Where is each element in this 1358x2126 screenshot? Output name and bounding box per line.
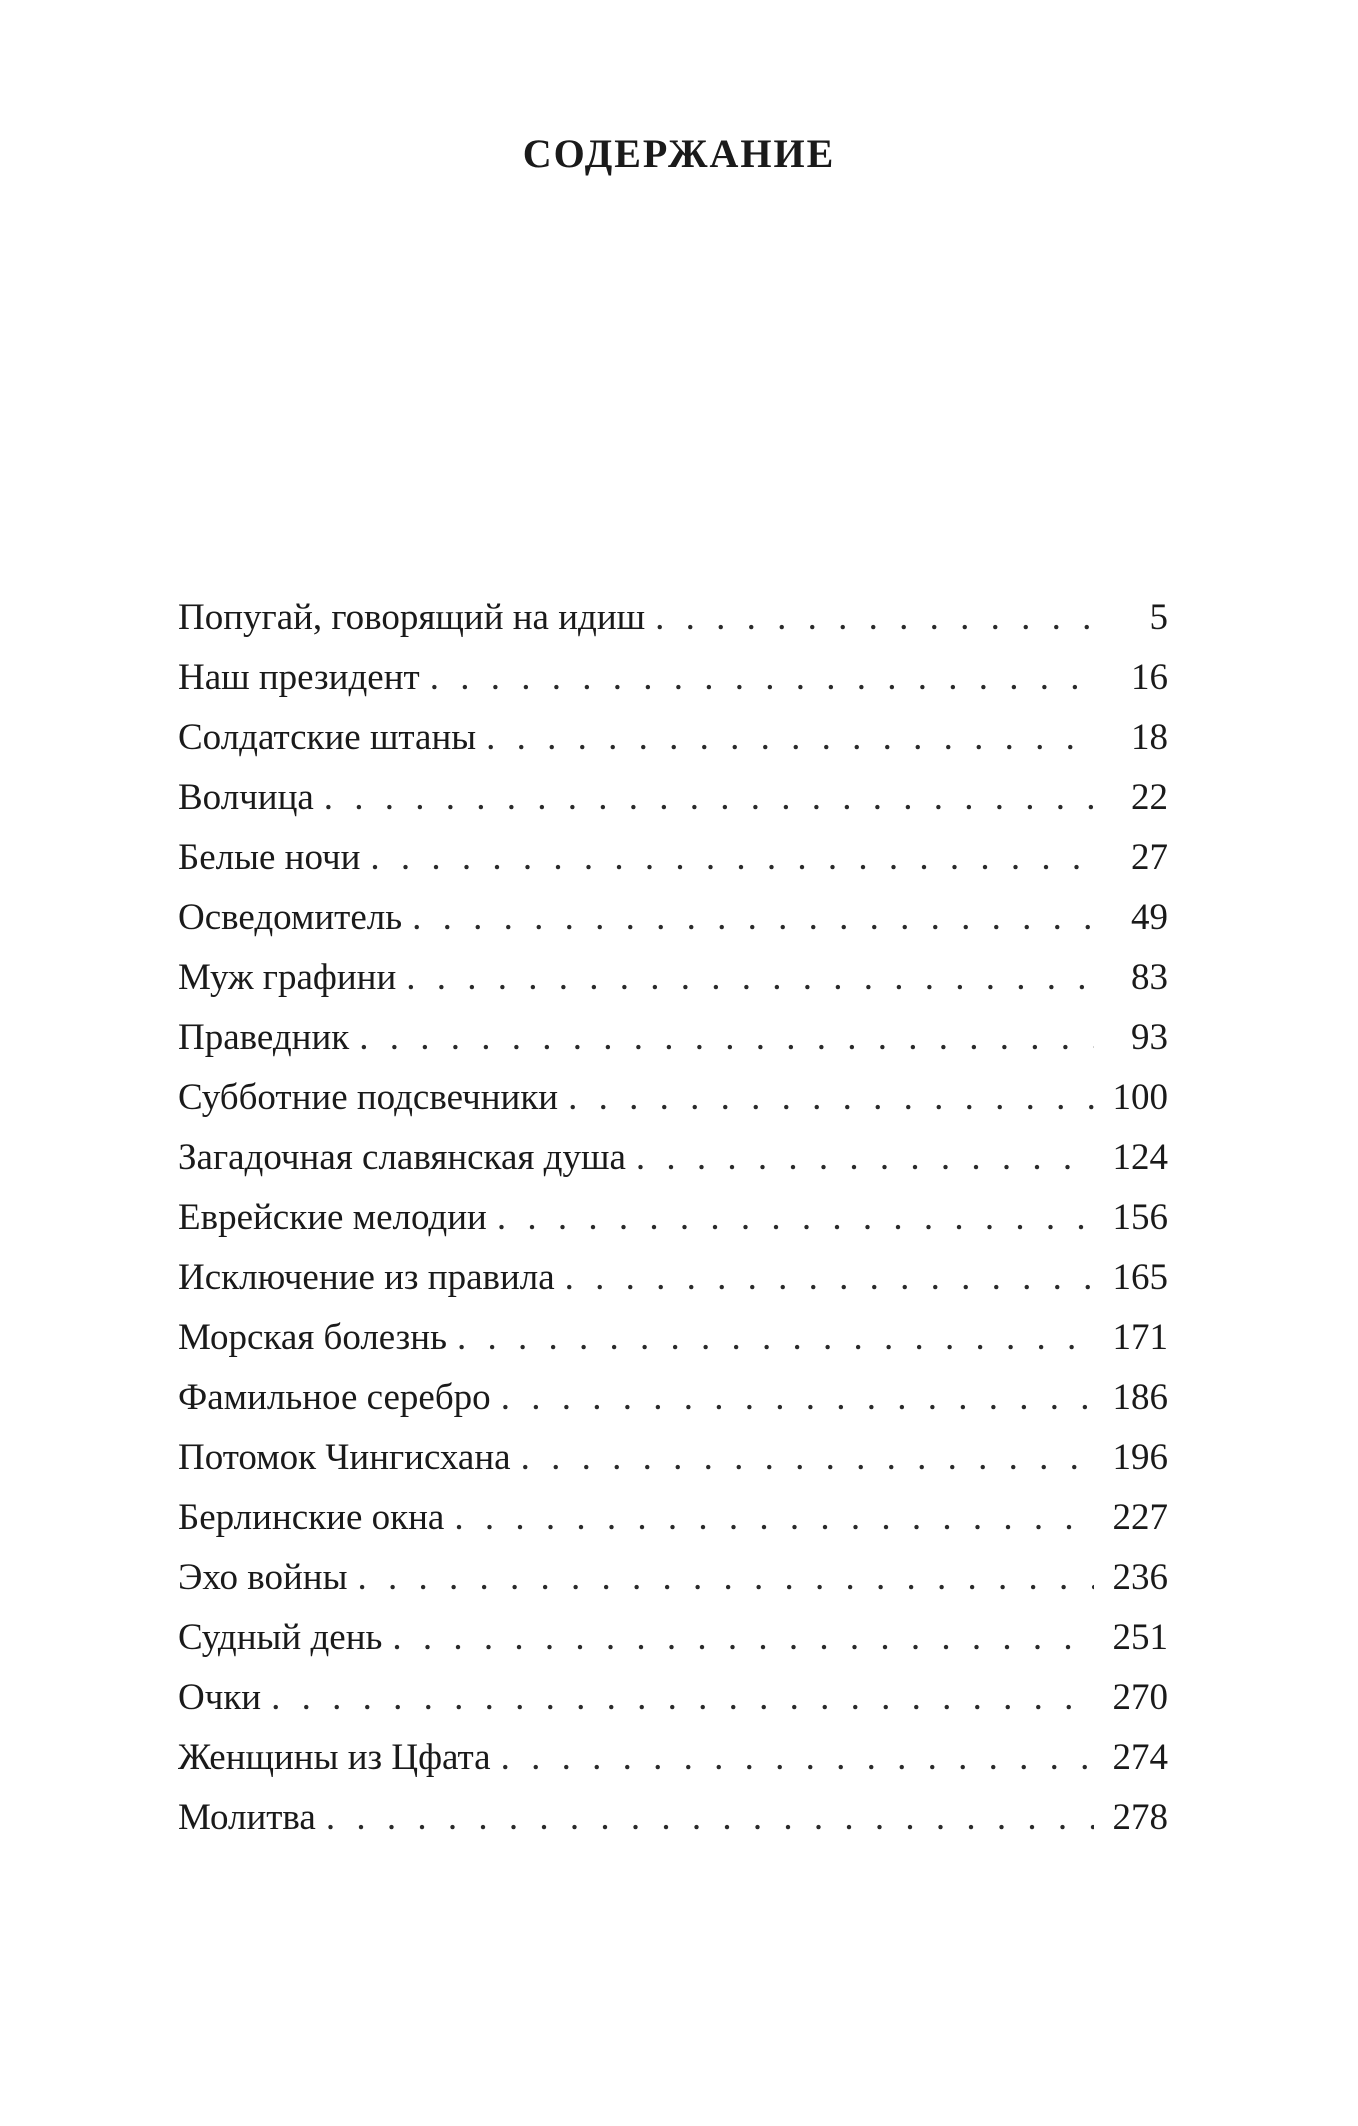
- toc-entry: [178, 1668, 1168, 1728]
- toc-entry: [178, 1188, 1168, 1248]
- toc-entry-title: Эхо войны: [178, 1557, 348, 1598]
- dot-leader: [370, 828, 1094, 888]
- toc-entry-page: 196: [1112, 1437, 1168, 1478]
- toc-entry: [178, 1728, 1168, 1788]
- toc-entry-title: Белые ночи: [178, 837, 361, 878]
- toc-entry-title: Берлинские окна: [178, 1497, 445, 1538]
- toc-entry-page: 251: [1112, 1617, 1168, 1658]
- dot-leader: [497, 1188, 1094, 1248]
- toc-entry-title: Загадочная славянская душа: [178, 1137, 626, 1178]
- toc-entry-page: 278: [1112, 1797, 1168, 1838]
- toc-entry: [178, 1608, 1168, 1668]
- toc-entry-title: Женщины из Цфата: [178, 1737, 491, 1778]
- toc-entry: [178, 1068, 1168, 1128]
- toc-entry-page: 165: [1112, 1257, 1168, 1298]
- page-title: СОДЕРЖАНИЕ: [522, 131, 836, 176]
- toc-entry-page: 270: [1112, 1677, 1168, 1718]
- toc-entry-page: 124: [1112, 1137, 1168, 1178]
- dot-leader: [412, 888, 1094, 948]
- toc-entry-title: Судный день: [178, 1617, 383, 1658]
- dot-leader: [326, 1788, 1094, 1848]
- dot-leader: [501, 1728, 1094, 1788]
- toc-entry-page: 274: [1112, 1737, 1168, 1778]
- toc-entry-title: Исключение из правила: [178, 1257, 555, 1298]
- toc-entry-page: 100: [1112, 1077, 1168, 1118]
- toc-entry-page: 49: [1131, 897, 1168, 938]
- toc-entry-page: 236: [1112, 1557, 1168, 1598]
- dot-leader: [568, 1068, 1094, 1128]
- toc-entry: [178, 1008, 1168, 1068]
- dot-leader: [406, 948, 1094, 1008]
- toc-entry-title: Муж графини: [178, 957, 397, 998]
- toc-entry-page: 186: [1112, 1377, 1168, 1418]
- toc-entry: [178, 948, 1168, 1008]
- toc-entry-title: Осведомитель: [178, 897, 403, 938]
- toc-entry: [178, 1128, 1168, 1188]
- toc-entry-title: Еврейские мелодии: [178, 1197, 487, 1238]
- toc-entry-title: Попугай, говорящий на идиш: [178, 597, 646, 638]
- table-of-contents: [178, 588, 1168, 1848]
- dot-leader: [324, 768, 1094, 828]
- toc-entry-page: 83: [1131, 957, 1168, 998]
- dot-leader: [655, 588, 1094, 648]
- toc-entry: [178, 1488, 1168, 1548]
- toc-entry-title: Субботние подсвечники: [178, 1077, 559, 1118]
- toc-entry-page: 227: [1112, 1497, 1168, 1538]
- toc-entry: [178, 588, 1168, 648]
- dot-leader: [501, 1368, 1094, 1428]
- toc-entry: [178, 708, 1168, 768]
- toc-entry-page: 93: [1131, 1017, 1168, 1058]
- dot-leader: [392, 1608, 1094, 1668]
- toc-entry-page: 156: [1112, 1197, 1168, 1238]
- dot-leader: [636, 1128, 1094, 1188]
- toc-entry-title: Молитва: [178, 1797, 316, 1838]
- toc-entry: [178, 1548, 1168, 1608]
- toc-entry: [178, 1428, 1168, 1488]
- toc-entry-page: 171: [1112, 1317, 1168, 1358]
- toc-entry-title: Потомок Чингисхана: [178, 1437, 511, 1478]
- toc-entry-title: Волчица: [178, 777, 314, 818]
- dot-leader: [430, 648, 1094, 708]
- toc-entry-page: 18: [1131, 717, 1168, 758]
- toc-entry: [178, 648, 1168, 708]
- toc-entry-page: 16: [1131, 657, 1168, 698]
- toc-entry-title: Морская болезнь: [178, 1317, 447, 1358]
- dot-leader: [457, 1308, 1094, 1368]
- dot-leader: [486, 708, 1094, 768]
- dot-leader: [359, 1008, 1094, 1068]
- toc-entry-title: Очки: [178, 1677, 262, 1718]
- toc-entry-page: 22: [1131, 777, 1168, 818]
- toc-entry: [178, 828, 1168, 888]
- dot-leader: [454, 1488, 1094, 1548]
- toc-entry-page: 27: [1131, 837, 1168, 878]
- toc-entry: [178, 1308, 1168, 1368]
- toc-entry: [178, 888, 1168, 948]
- toc-entry-title: Наш президент: [178, 657, 420, 698]
- toc-entry: [178, 1788, 1168, 1848]
- toc-entry: [178, 1368, 1168, 1428]
- dot-leader: [357, 1548, 1094, 1608]
- toc-entry-title: Праведник: [178, 1017, 350, 1058]
- toc-entry-title: Солдатские штаны: [178, 717, 477, 758]
- toc-entry: [178, 768, 1168, 828]
- toc-entry: [178, 1248, 1168, 1308]
- dot-leader: [521, 1428, 1094, 1488]
- dot-leader: [565, 1248, 1094, 1308]
- toc-entry-title: Фамильное серебро: [178, 1377, 491, 1418]
- dot-leader: [271, 1668, 1094, 1728]
- toc-entry-page: 5: [1149, 597, 1168, 638]
